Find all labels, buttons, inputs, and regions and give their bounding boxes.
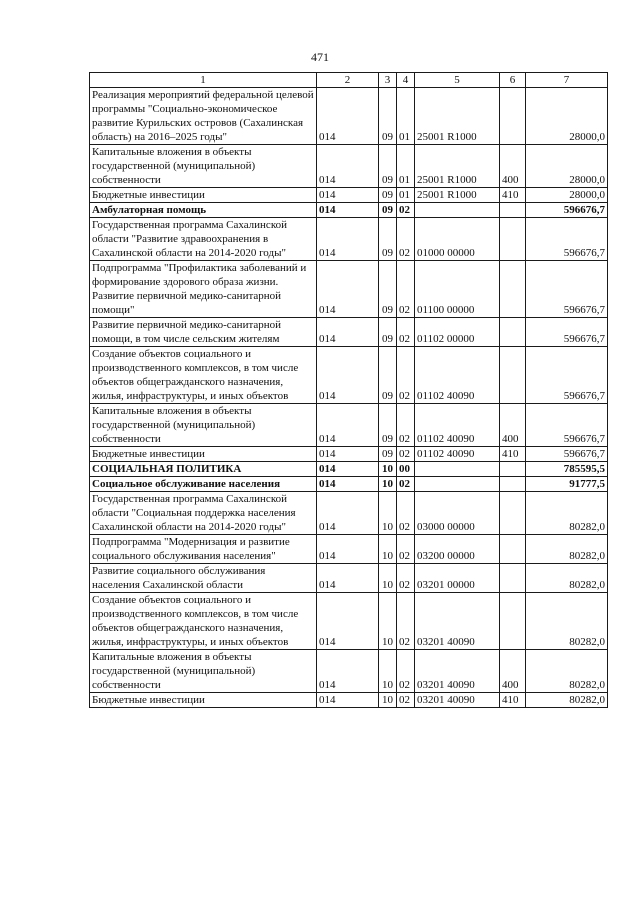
- row-ministry-cell: 014: [317, 261, 379, 318]
- row-name-cell: Капитальные вложения в объекты государственной (муниципальной) собственности: [90, 145, 317, 188]
- row-section-cell: 09: [379, 145, 397, 188]
- table-row: [90, 404, 608, 447]
- header-row: [90, 73, 608, 88]
- row-program-cell: 25001 R1000: [415, 88, 500, 145]
- row-section-cell: 09: [379, 203, 397, 218]
- row-name-cell: Подпрограмма "Профилактика заболеваний и формирование здорового образа жизни. Развитие первичной медико-санитарной помощи": [90, 261, 317, 318]
- table-row: [90, 145, 608, 188]
- row-type-cell: 400: [500, 650, 526, 693]
- row-program-cell: [415, 203, 500, 218]
- row-subsection-cell: 02: [397, 564, 415, 593]
- row-ministry-cell: 014: [317, 218, 379, 261]
- row-program-cell: 03200 00000: [415, 535, 500, 564]
- table-row: [90, 203, 608, 218]
- header-cell-subsection: 4: [397, 73, 415, 88]
- row-ministry-cell: 014: [317, 404, 379, 447]
- row-amount-cell: 596676,7: [526, 261, 608, 318]
- row-subsection-cell: 02: [397, 447, 415, 462]
- row-subsection-cell: 02: [397, 261, 415, 318]
- row-program-cell: 01102 40090: [415, 447, 500, 462]
- row-subsection-cell: 02: [397, 203, 415, 218]
- row-subsection-cell: 01: [397, 145, 415, 188]
- row-section-cell: 10: [379, 564, 397, 593]
- row-type-cell: [500, 492, 526, 535]
- row-name-cell: Подпрограмма "Модернизация и развитие социального обслуживания населения": [90, 535, 317, 564]
- row-amount-cell: 596676,7: [526, 404, 608, 447]
- row-subsection-cell: 02: [397, 492, 415, 535]
- row-amount-cell: 28000,0: [526, 145, 608, 188]
- row-name-cell: Создание объектов социального и производственного комплексов, в том числе объектов общегражданского назначения, жилья, инфраструктуры, и иных объектов: [90, 347, 317, 404]
- table-row: [90, 447, 608, 462]
- row-section-cell: 09: [379, 261, 397, 318]
- table-row: [90, 535, 608, 564]
- row-ministry-cell: 014: [317, 447, 379, 462]
- table-row: [90, 477, 608, 492]
- row-name-cell: Создание объектов социального и производственного комплексов, в том числе объектов общегражданского назначения, жилья, инфраструктуры, и иных объектов: [90, 593, 317, 650]
- row-amount-cell: 596676,7: [526, 318, 608, 347]
- row-ministry-cell: 014: [317, 535, 379, 564]
- header-cell-amount: 7: [526, 73, 608, 88]
- row-name-cell: Бюджетные инвестиции: [90, 447, 317, 462]
- table-row: [90, 347, 608, 404]
- row-section-cell: 09: [379, 447, 397, 462]
- row-subsection-cell: 02: [397, 404, 415, 447]
- row-program-cell: 01000 00000: [415, 218, 500, 261]
- row-section-cell: 10: [379, 650, 397, 693]
- row-program-cell: 01102 40090: [415, 347, 500, 404]
- row-name-cell: Бюджетные инвестиции: [90, 188, 317, 203]
- row-section-cell: 10: [379, 492, 397, 535]
- row-section-cell: 09: [379, 188, 397, 203]
- row-amount-cell: 596676,7: [526, 203, 608, 218]
- row-name-cell: Социальное обслуживание населения: [90, 477, 317, 492]
- row-program-cell: 01100 00000: [415, 261, 500, 318]
- row-program-cell: [415, 462, 500, 477]
- row-ministry-cell: 014: [317, 492, 379, 535]
- row-type-cell: [500, 261, 526, 318]
- table-row: [90, 188, 608, 203]
- row-type-cell: [500, 88, 526, 145]
- table-row: [90, 650, 608, 693]
- row-amount-cell: 91777,5: [526, 477, 608, 492]
- row-name-cell: Реализация мероприятий федеральной целевой программы "Социально-экономическое развитие Курильских островов (Сахалинская область) на 2016–2025 годы": [90, 88, 317, 145]
- header-cell-program: 5: [415, 73, 500, 88]
- row-ministry-cell: 014: [317, 593, 379, 650]
- table-row: [90, 318, 608, 347]
- row-amount-cell: 785595,5: [526, 462, 608, 477]
- row-name-cell: Развитие первичной медико-санитарной помощи, в том числе сельским жителям: [90, 318, 317, 347]
- row-subsection-cell: 02: [397, 535, 415, 564]
- row-section-cell: 10: [379, 593, 397, 650]
- table-row: [90, 261, 608, 318]
- row-type-cell: 410: [500, 693, 526, 708]
- row-program-cell: 03201 00000: [415, 564, 500, 593]
- header-cell-name: 1: [90, 73, 317, 88]
- row-section-cell: 09: [379, 347, 397, 404]
- budget-table: [89, 72, 608, 708]
- row-name-cell: Развитие социального обслуживания населения Сахалинской области: [90, 564, 317, 593]
- row-name-cell: Бюджетные инвестиции: [90, 693, 317, 708]
- row-ministry-cell: 014: [317, 203, 379, 218]
- row-program-cell: 01102 00000: [415, 318, 500, 347]
- row-section-cell: 09: [379, 88, 397, 145]
- row-section-cell: 10: [379, 462, 397, 477]
- row-program-cell: 03201 40090: [415, 693, 500, 708]
- row-ministry-cell: 014: [317, 318, 379, 347]
- row-ministry-cell: 014: [317, 650, 379, 693]
- page-number: 471: [311, 50, 329, 64]
- row-type-cell: [500, 318, 526, 347]
- row-ministry-cell: 014: [317, 564, 379, 593]
- row-section-cell: 10: [379, 535, 397, 564]
- row-type-cell: [500, 462, 526, 477]
- table-row: [90, 564, 608, 593]
- row-amount-cell: 596676,7: [526, 218, 608, 261]
- row-amount-cell: 596676,7: [526, 447, 608, 462]
- row-program-cell: 03000 00000: [415, 492, 500, 535]
- row-section-cell: 09: [379, 318, 397, 347]
- row-amount-cell: 80282,0: [526, 564, 608, 593]
- row-subsection-cell: 02: [397, 318, 415, 347]
- table-row: [90, 88, 608, 145]
- row-ministry-cell: 014: [317, 188, 379, 203]
- row-program-cell: 03201 40090: [415, 593, 500, 650]
- row-section-cell: 10: [379, 477, 397, 492]
- row-subsection-cell: 02: [397, 218, 415, 261]
- row-type-cell: [500, 203, 526, 218]
- row-program-cell: 03201 40090: [415, 650, 500, 693]
- row-amount-cell: 80282,0: [526, 492, 608, 535]
- row-amount-cell: 596676,7: [526, 347, 608, 404]
- row-name-cell: Капитальные вложения в объекты государственной (муниципальной) собственности: [90, 650, 317, 693]
- row-type-cell: [500, 535, 526, 564]
- row-ministry-cell: 014: [317, 145, 379, 188]
- row-section-cell: 10: [379, 693, 397, 708]
- row-subsection-cell: 02: [397, 593, 415, 650]
- row-subsection-cell: 00: [397, 462, 415, 477]
- row-type-cell: 410: [500, 447, 526, 462]
- row-program-cell: 25001 R1000: [415, 145, 500, 188]
- row-ministry-cell: 014: [317, 693, 379, 708]
- row-amount-cell: 80282,0: [526, 650, 608, 693]
- row-subsection-cell: 02: [397, 347, 415, 404]
- row-subsection-cell: 02: [397, 477, 415, 492]
- header-cell-ministry: 2: [317, 73, 379, 88]
- row-program-cell: [415, 477, 500, 492]
- table-row: [90, 593, 608, 650]
- table-row: [90, 693, 608, 708]
- table-row: [90, 492, 608, 535]
- row-name-cell: Амбулаторная помощь: [90, 203, 317, 218]
- table-row: [90, 218, 608, 261]
- header-cell-section: 3: [379, 73, 397, 88]
- table-row: [90, 462, 608, 477]
- row-amount-cell: 80282,0: [526, 535, 608, 564]
- row-subsection-cell: 01: [397, 188, 415, 203]
- row-type-cell: 400: [500, 404, 526, 447]
- row-ministry-cell: 014: [317, 347, 379, 404]
- row-ministry-cell: 014: [317, 477, 379, 492]
- row-program-cell: 01102 40090: [415, 404, 500, 447]
- header-cell-type: 6: [500, 73, 526, 88]
- row-program-cell: 25001 R1000: [415, 188, 500, 203]
- row-section-cell: 09: [379, 218, 397, 261]
- row-amount-cell: 80282,0: [526, 693, 608, 708]
- row-type-cell: 400: [500, 145, 526, 188]
- row-subsection-cell: 02: [397, 693, 415, 708]
- row-type-cell: 410: [500, 188, 526, 203]
- row-amount-cell: 28000,0: [526, 88, 608, 145]
- row-type-cell: [500, 593, 526, 650]
- row-type-cell: [500, 564, 526, 593]
- row-name-cell: Государственная программа Сахалинской области "Развитие здравоохранения в Сахалинской области на 2014-2020 годы": [90, 218, 317, 261]
- row-section-cell: 09: [379, 404, 397, 447]
- row-type-cell: [500, 347, 526, 404]
- row-subsection-cell: 02: [397, 650, 415, 693]
- row-ministry-cell: 014: [317, 462, 379, 477]
- row-name-cell: Государственная программа Сахалинской области "Социальная поддержка населения Сахалинской области на 2014-2020 годы": [90, 492, 317, 535]
- row-name-cell: Капитальные вложения в объекты государственной (муниципальной) собственности: [90, 404, 317, 447]
- row-type-cell: [500, 218, 526, 261]
- row-subsection-cell: 01: [397, 88, 415, 145]
- row-ministry-cell: 014: [317, 88, 379, 145]
- row-name-cell: СОЦИАЛЬНАЯ ПОЛИТИКА: [90, 462, 317, 477]
- row-amount-cell: 28000,0: [526, 188, 608, 203]
- row-type-cell: [500, 477, 526, 492]
- row-amount-cell: 80282,0: [526, 593, 608, 650]
